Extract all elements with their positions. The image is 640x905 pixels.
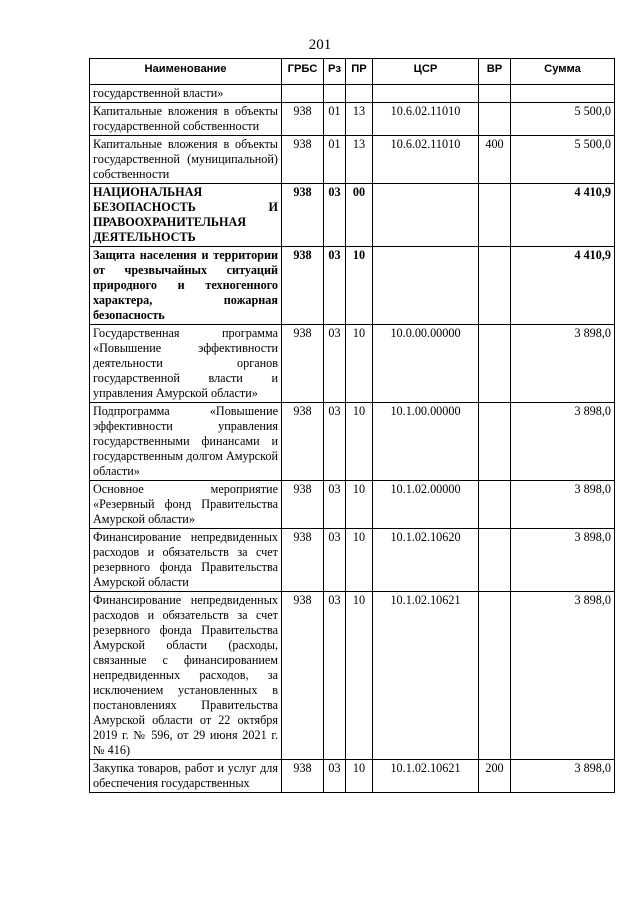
row-vr-cell	[479, 184, 511, 247]
table-row	[90, 184, 615, 247]
row-rz-cell: 01	[324, 136, 346, 184]
row-csr-cell: 10.6.02.11010	[373, 103, 479, 136]
row-pr-cell: 10	[346, 481, 373, 529]
row-name-cell: Подпрограмма «Повышение эффективности управления государственными финансами и государственным долгом Амурской области»	[90, 403, 282, 481]
page-number: 201	[308, 37, 332, 53]
row-csr-cell	[373, 85, 479, 103]
row-sum-cell: 4 410,9	[511, 247, 615, 325]
header-pr: ПР	[346, 59, 373, 85]
row-sum-cell	[511, 85, 615, 103]
row-rz-cell: 03	[324, 760, 346, 793]
row-rz-cell: 03	[324, 529, 346, 592]
row-grbs-cell: 938	[282, 481, 324, 529]
row-csr-cell: 10.6.02.11010	[373, 136, 479, 184]
table-header-row	[90, 59, 615, 85]
row-sum-cell: 3 898,0	[511, 592, 615, 760]
row-vr-cell: 200	[479, 760, 511, 793]
row-rz-cell: 03	[324, 247, 346, 325]
row-grbs-cell: 938	[282, 136, 324, 184]
row-rz-cell	[324, 85, 346, 103]
row-vr-cell	[479, 85, 511, 103]
row-rz-cell: 03	[324, 481, 346, 529]
row-rz-cell: 03	[324, 592, 346, 760]
row-name-cell: Защита населения и территории от чрезвычайных ситуаций природного и техногенного характера, пожарная безопасность	[90, 247, 282, 325]
row-vr-cell	[479, 247, 511, 325]
header-rz: Рз	[324, 59, 346, 85]
budget-table	[89, 58, 615, 793]
row-sum-cell: 3 898,0	[511, 760, 615, 793]
row-sum-cell: 5 500,0	[511, 136, 615, 184]
row-grbs-cell	[282, 85, 324, 103]
row-sum-cell: 3 898,0	[511, 403, 615, 481]
row-name-cell: Финансирование непредвиденных расходов и обязательств за счет резервного фонда Правительства Амурской области	[90, 529, 282, 592]
table-row	[90, 760, 615, 793]
row-name-cell: Капитальные вложения в объекты государственной собственности	[90, 103, 282, 136]
row-sum-cell: 3 898,0	[511, 325, 615, 403]
row-grbs-cell: 938	[282, 403, 324, 481]
row-grbs-cell: 938	[282, 592, 324, 760]
table-row	[90, 529, 615, 592]
row-pr-cell: 10	[346, 529, 373, 592]
row-name-cell: Государственная программа «Повышение эффективности деятельности органов государственной власти и управления Амурской области»	[90, 325, 282, 403]
row-rz-cell: 03	[324, 184, 346, 247]
row-name-cell: Закупка товаров, работ и услуг для обеспечения государственных	[90, 760, 282, 793]
row-vr-cell	[479, 529, 511, 592]
row-vr-cell	[479, 592, 511, 760]
row-sum-cell: 3 898,0	[511, 481, 615, 529]
table-row	[90, 481, 615, 529]
row-grbs-cell: 938	[282, 247, 324, 325]
row-csr-cell: 10.1.02.10620	[373, 529, 479, 592]
header-name: Наименование	[90, 59, 282, 85]
row-pr-cell: 00	[346, 184, 373, 247]
row-csr-cell	[373, 184, 479, 247]
row-csr-cell: 10.1.00.00000	[373, 403, 479, 481]
header-vr: ВР	[479, 59, 511, 85]
row-sum-cell: 3 898,0	[511, 529, 615, 592]
row-grbs-cell: 938	[282, 103, 324, 136]
row-name-cell: Финансирование непредвиденных расходов и обязательств за счет резервного фонда Правительства Амурской области (расходы, связанные с финансированием непредвиденных расходов, за исключением установленных в постановлениях Правительства Амурской области от 22 октября 2019 г. № 596, от 29 июня 2021 г. № 416)	[90, 592, 282, 760]
row-vr-cell	[479, 481, 511, 529]
row-csr-cell: 10.1.02.00000	[373, 481, 479, 529]
row-vr-cell: 400	[479, 136, 511, 184]
row-name-cell: государственной власти»	[90, 85, 282, 103]
row-grbs-cell: 938	[282, 184, 324, 247]
row-name-cell: Основное мероприятие «Резервный фонд Правительства Амурской области»	[90, 481, 282, 529]
row-sum-cell: 5 500,0	[511, 103, 615, 136]
row-vr-cell	[479, 403, 511, 481]
row-vr-cell	[479, 103, 511, 136]
header-grbs: ГРБС	[282, 59, 324, 85]
row-pr-cell: 10	[346, 325, 373, 403]
row-grbs-cell: 938	[282, 529, 324, 592]
table-row	[90, 136, 615, 184]
row-pr-cell: 10	[346, 592, 373, 760]
row-csr-cell	[373, 247, 479, 325]
row-name-cell: НАЦИОНАЛЬНАЯ БЕЗОПАСНОСТЬ И ПРАВООХРАНИТЕЛЬНАЯ ДЕЯТЕЛЬНОСТЬ	[90, 184, 282, 247]
row-pr-cell: 10	[346, 247, 373, 325]
row-pr-cell	[346, 85, 373, 103]
row-name-cell: Капитальные вложения в объекты государственной (муниципальной) собственности	[90, 136, 282, 184]
row-vr-cell	[479, 325, 511, 403]
row-grbs-cell: 938	[282, 760, 324, 793]
header-csr: ЦСР	[373, 59, 479, 85]
row-rz-cell: 03	[324, 325, 346, 403]
row-rz-cell: 03	[324, 403, 346, 481]
row-pr-cell: 13	[346, 136, 373, 184]
table-row	[90, 325, 615, 403]
row-csr-cell: 10.1.02.10621	[373, 760, 479, 793]
row-pr-cell: 10	[346, 760, 373, 793]
row-sum-cell: 4 410,9	[511, 184, 615, 247]
table-row	[90, 592, 615, 760]
row-csr-cell: 10.1.02.10621	[373, 592, 479, 760]
row-rz-cell: 01	[324, 103, 346, 136]
table-row	[90, 247, 615, 325]
table-row	[90, 85, 615, 103]
row-pr-cell: 10	[346, 403, 373, 481]
header-sum: Сумма	[511, 59, 615, 85]
row-pr-cell: 13	[346, 103, 373, 136]
row-csr-cell: 10.0.00.00000	[373, 325, 479, 403]
table-row	[90, 403, 615, 481]
row-grbs-cell: 938	[282, 325, 324, 403]
table-row	[90, 103, 615, 136]
